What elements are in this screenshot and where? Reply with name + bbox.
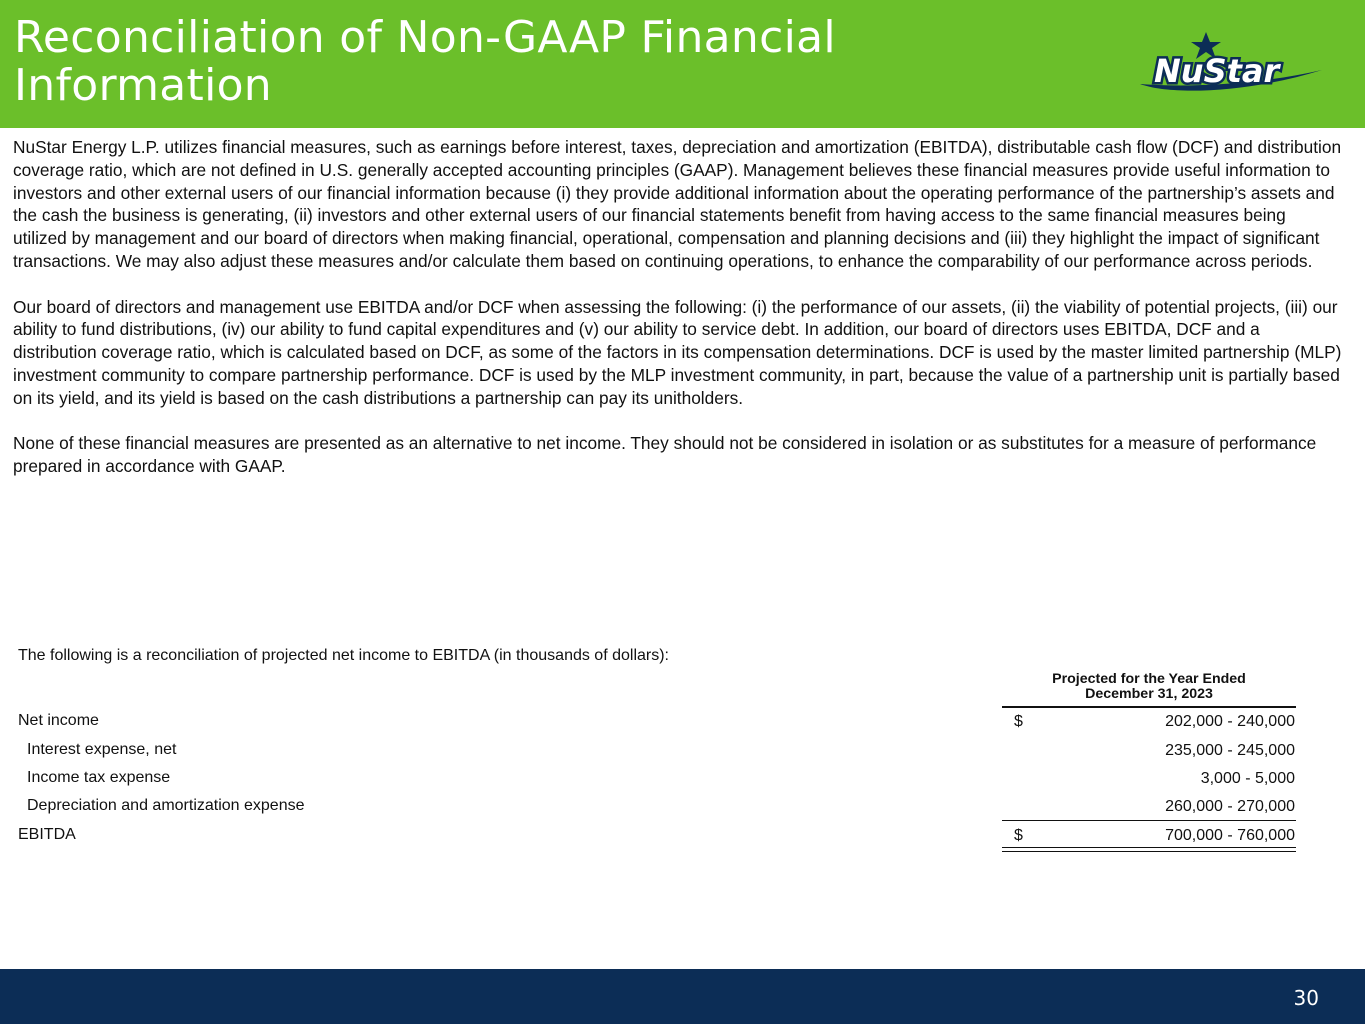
page-number: 30 <box>1293 986 1319 1010</box>
column-header-line2: December 31, 2023 <box>1085 686 1213 702</box>
nustar-logo <box>1132 26 1328 102</box>
header-bar <box>0 0 1365 128</box>
row-value: 202,000 - 240,000 <box>1165 713 1295 730</box>
page-title: Reconciliation of Non-GAAP Financial Information <box>14 12 836 111</box>
row-value: 3,000 - 5,000 <box>1200 770 1295 787</box>
row-label: Income tax expense <box>27 769 171 786</box>
row-currency: $ <box>1014 827 1023 844</box>
row-value: 260,000 - 270,000 <box>1165 798 1295 815</box>
row-label: EBITDA <box>18 826 76 843</box>
paragraph-1: NuStar Energy L.P. utilizes financial measures, such as earnings before interest, taxes, depreciation and amortization (EBITDA), distributable cash flow (DCF) and distribution coverage ratio, which are not defined in U.S. generally accepted accounting principles (GAAP). Management believes these financial measures provide useful information to investors and other external users of our financial information because (i) they provide additional information about the operating performance of the partnership’s assets and the cash the business is generating, (ii) investors and other external users of our financial statements benefit from having access to the same financial measures being utilized by management and our board of directors when making financial, operational, compensation and planning decisions and (iii) they highlight the impact of significant transactions. We may also adjust these measures and/or calculate them based on continuing operations, to enhance the comparability of our performance across periods. <box>13 137 1342 271</box>
total-double-rule <box>1002 847 1296 852</box>
table-row-ebitda <box>0 822 1365 850</box>
table-row-depreciation <box>0 793 1365 821</box>
column-header <box>1002 672 1296 708</box>
logo-text: NuStar <box>1154 52 1280 90</box>
table-row-net-income <box>0 708 1365 736</box>
paragraph-2: Our board of directors and management use EBITDA and/or DCF when assessing the following: (i) the performance of our assets, (ii) the viability of potential projects, (iii) our ability to fund distributions, (iv) our ability to fund capital expenditures and (v) our ability to service debt. In addition, our board of directors uses EBITDA, DCF and a distribution coverage ratio, which is calculated based on DCF, as some of the factors in its compensation determinations. DCF is used by the master limited partnership (MLP) investment community to compare partnership performance. DCF is used by the MLP investment community, in part, because the value of a partnership unit is partially based on its yield, and its yield is based on the cash distributions a partnership can pay its unitholders. <box>13 296 1342 408</box>
footer-bar <box>0 969 1365 1024</box>
row-label: Depreciation and amortization expense <box>27 797 305 814</box>
row-label: Net income <box>18 712 99 729</box>
column-header-line1: Projected for the Year Ended <box>1052 671 1246 687</box>
table-intro: The following is a reconciliation of projected net income to EBITDA (in thousands of dollars): <box>18 647 669 664</box>
body-text <box>13 136 1343 501</box>
row-value: 235,000 - 245,000 <box>1165 742 1295 759</box>
table-row-income-tax <box>0 765 1365 793</box>
paragraph-3: None of these financial measures are presented as an alternative to net income. They should not be considered in isolation or as substitutes for a measure of performance prepared in accordance with GAAP. <box>13 433 1317 477</box>
table-row-interest-expense <box>0 737 1365 765</box>
row-value: 700,000 - 760,000 <box>1165 827 1295 844</box>
row-currency: $ <box>1014 713 1023 730</box>
row-label: Interest expense, net <box>27 741 177 758</box>
subtotal-rule <box>1002 820 1296 821</box>
